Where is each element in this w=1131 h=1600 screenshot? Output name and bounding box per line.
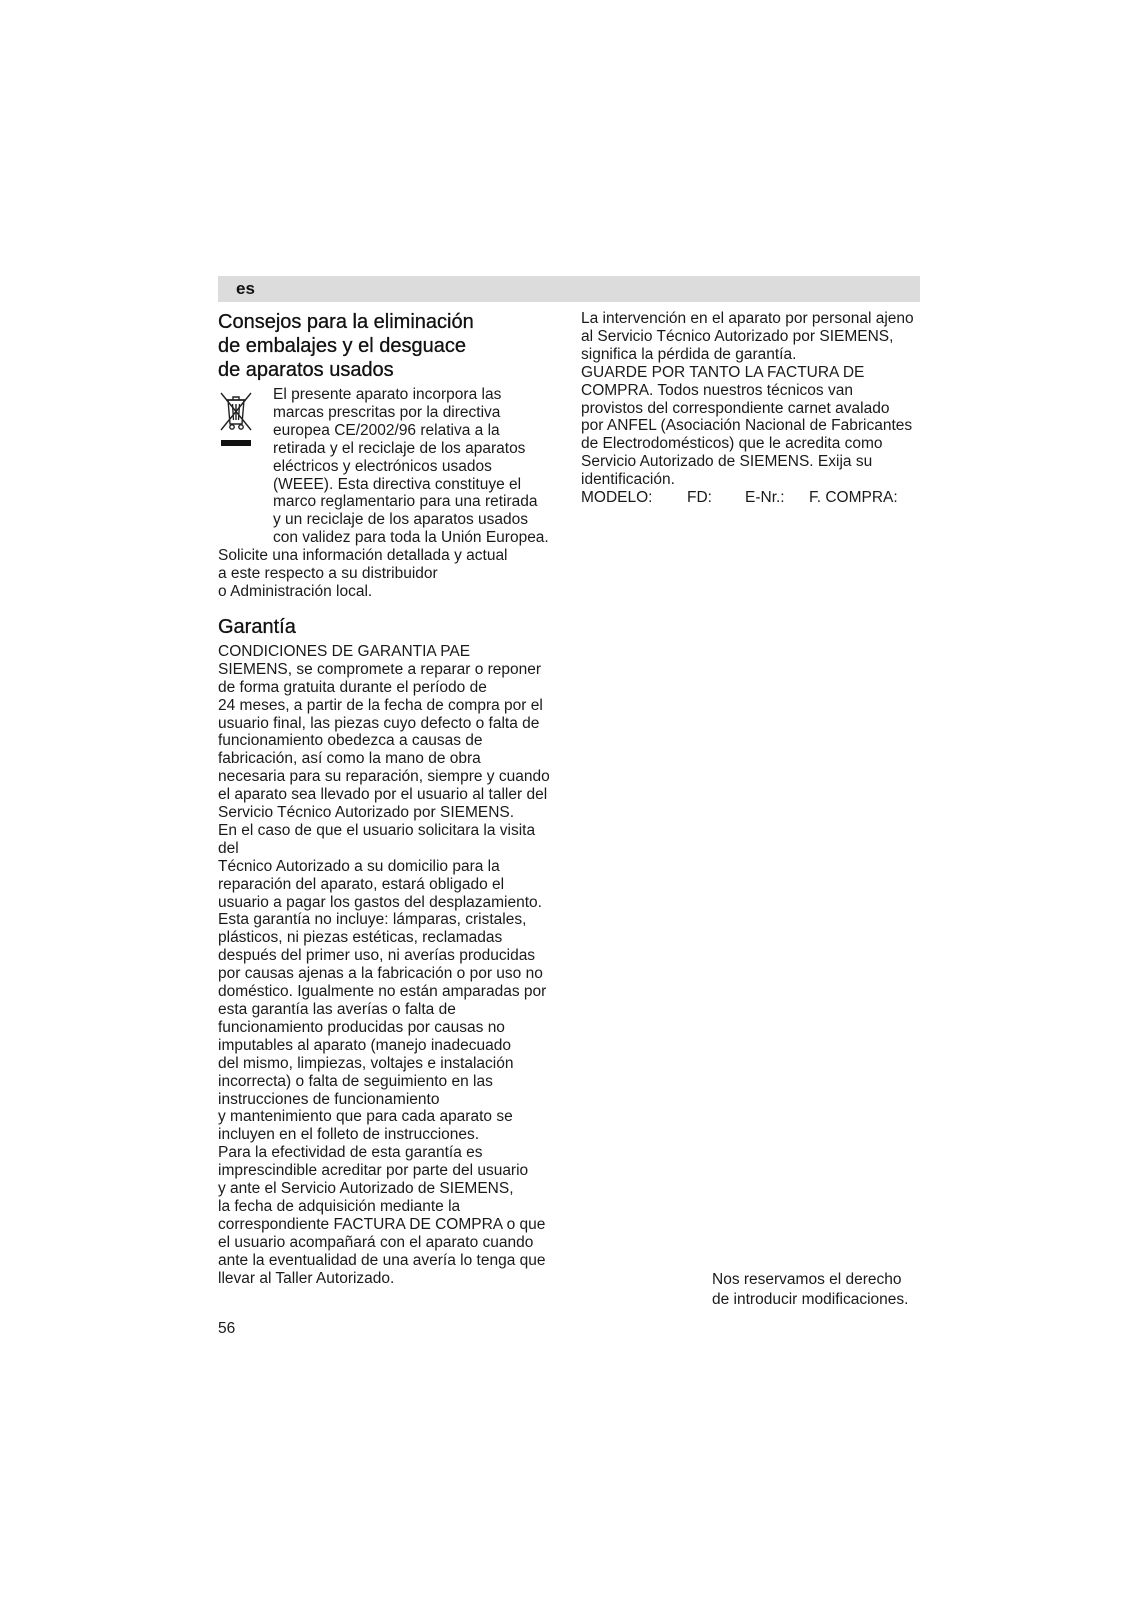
page-number: 56 [218,1320,236,1337]
warranty-text: CONDICIONES DE GARANTIA PAE SIEMENS, se compromete a reparar o reponer de forma gratuita durante el período de 24 meses, a partir de la fecha de compra por el usuario final, las piezas cuyo defecto o falta de funcionamiento obedezca a causas de fabricación, así como la mano de obra necesaria para su reparación, siempre y cuando el aparato sea llevado por el usuario al taller del Servicio Técnico Autorizado por SIEMENS. En el caso de que el usuario solicitara la visita del Técnico Autorizado a su domicilio para la reparación del aparato, estará obligado el usuario a pagar los gastos del desplazamiento. Esta garantía no incluye: lámparas, cristales, plásticos, ni piezas estéticas, reclamadas después del primer uso, ni averías producidas por causas ajenas a la fabricación o por uso no doméstico. Igualmente no están amparadas por esta garantía las averías o falta de funcionamiento producidas por causas no imputables al aparato (manejo inadecuado del mismo, limpiezas, voltajes e instalación incorrecta) o falta de seguimiento en las instrucciones de funcionamiento y mantenimiento que para cada aparato se incluyen en el folleto de instrucciones. Para la efectividad de esta garantía es imprescindible acreditar por parte del usuario y ante el Servicio Autorizado de SIEMENS, la fecha de adquisición mediante la correspondiente FACTURA DE COMPRA o que el usuario acompañará con el aparato cuando ante la eventualidad de una avería lo tenga que llevar al Taller Autorizado. [218,642,550,1287]
language-code: es [236,279,255,298]
weee-text: El presente aparato incorpora las marcas prescritas por la directiva europea CE/2002/96 relativa a la retirada y el reciclaje de los aparatos eléctricos y electrónicos usados (WEEE). Esta directiva constituye el marco reglamentario para una retirada y un reciclaje de los aparatos usados con validez para toda la Unión Europea. [273,386,549,547]
reservation-note: Nos reservamos el derecho de introducir modificaciones. [712,1271,909,1308]
left-column [218,310,558,1288]
field-fd: FD: [687,489,712,507]
disposal-info-text: Solicite una información detallada y actual a este respecto a su distribuidor o Administración local. [218,547,508,600]
field-modelo: MODELO: [581,489,653,507]
field-enr: E-Nr.: [745,489,785,507]
field-fecha-compra: F. COMPRA: [809,489,898,507]
product-fields-row [581,489,921,507]
warranty-continuation-text: La intervención en el aparato por personal ajeno al Servicio Técnico Autorizado por SIEMENS, significa la pérdida de garantía. GUARDE POR TANTO LA FACTURA DE COMPRA. Todos nuestros técnicos van provistos del correspondiente carnet avalado por ANFEL (Asociación Nacional de Fabricantes de Electrodomésticos) que le acredita como Servicio Autorizado de SIEMENS. Exija su identificación. [581,310,914,489]
weee-notice [218,386,558,547]
disposal-heading: Consejos para la eliminación de embalajes y el desguace de aparatos usados [218,311,474,381]
language-bar [218,276,920,302]
warranty-heading: Garantía [218,615,296,638]
crossed-out-wheeled-bin-icon [218,390,254,448]
right-column [581,310,921,507]
